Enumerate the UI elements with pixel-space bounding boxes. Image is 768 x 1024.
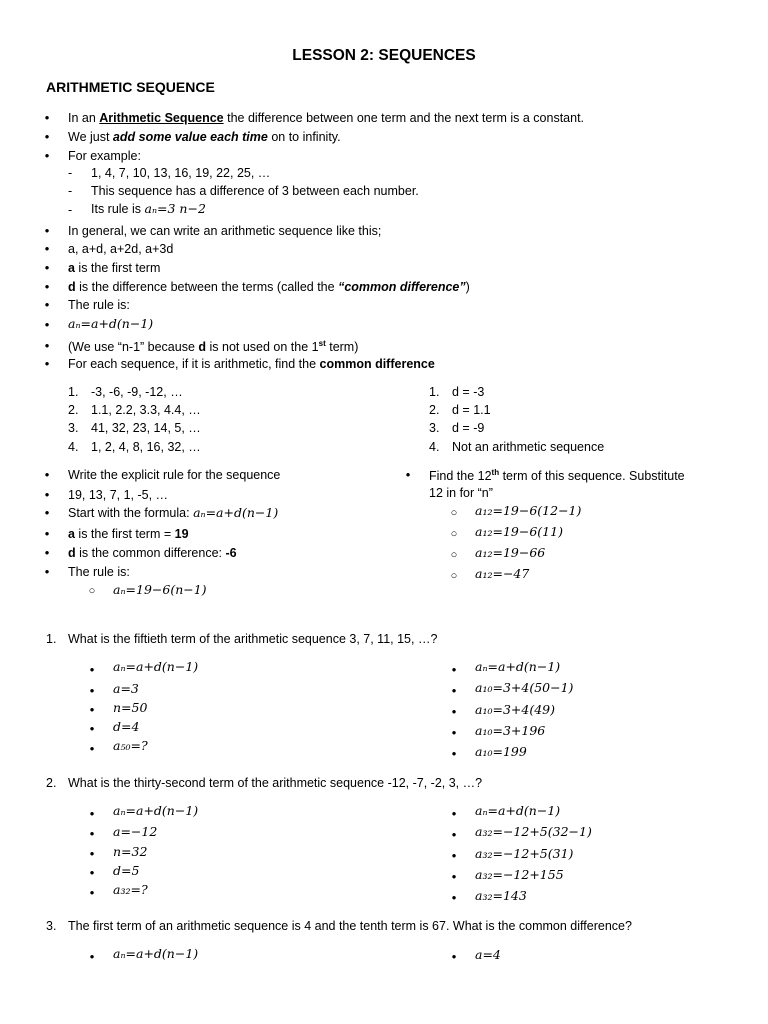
dash-marker: - <box>68 184 73 198</box>
bullet-icon <box>87 865 97 880</box>
bullet-icon <box>42 129 52 144</box>
list-item: For each sequence, if it is arithmetic, find the common difference <box>68 357 435 371</box>
formula: n=50 <box>113 700 148 715</box>
formula: aₙ=19−6(n−1) <box>113 582 207 597</box>
bullet-icon <box>87 846 97 861</box>
bullet-icon <box>449 890 459 905</box>
bullet-icon <box>42 148 52 163</box>
bullet-icon <box>87 721 97 736</box>
question-number: 1. <box>46 632 57 646</box>
list-item: 1, 4, 7, 10, 13, 16, 19, 22, 25, … <box>91 166 271 180</box>
list-item: In an Arithmetic Sequence the difference between one term and the next term is a constant. <box>68 111 585 125</box>
exercise-sequence: 41, 32, 23, 14, 5, … <box>91 421 201 435</box>
bullet-icon <box>403 467 413 482</box>
bullet-icon <box>449 949 459 964</box>
formula: a=4 <box>475 947 501 962</box>
circle-bullet-icon <box>449 528 459 540</box>
bullet-icon <box>42 297 52 312</box>
list-item: a, a+d, a+2d, a+3d <box>68 242 174 256</box>
exercise-answer: d = 1.1 <box>452 403 491 417</box>
bullet-icon <box>87 826 97 841</box>
dash-marker: - <box>68 166 73 180</box>
bullet-icon <box>42 545 52 560</box>
question-number: 2. <box>46 776 57 790</box>
list-item: We just add some value each time on to infinity. <box>68 130 341 144</box>
formula: aₙ=a+d(n−1) <box>475 803 561 818</box>
formula: d=4 <box>113 719 140 734</box>
formula: aₙ=a+d(n−1) <box>475 659 561 674</box>
bullet-icon <box>449 662 459 677</box>
formula: a₅₀=? <box>113 738 148 753</box>
question-text: What is the thirty-second term of the arithmetic sequence -12, -7, -2, 3, …? <box>68 776 483 790</box>
exercise-answer: d = -9 <box>452 421 485 435</box>
formula: a₁₂=19−66 <box>475 545 546 560</box>
list-item: The rule is: <box>68 298 130 312</box>
bullet-icon <box>42 356 52 371</box>
formula: a₃₂=−12+5(31) <box>475 846 574 861</box>
exercise-number: 2. <box>68 403 79 417</box>
formula: a₁₂=19−6(12−1) <box>475 503 582 518</box>
bullet-icon <box>449 869 459 884</box>
exercise-number: 3. <box>68 421 79 435</box>
formula: n=32 <box>113 844 148 859</box>
list-item: The rule is: <box>68 565 130 579</box>
answer-number: 1. <box>429 385 440 399</box>
list-item: a is the first term = 19 <box>68 527 189 541</box>
section-heading: ARITHMETIC SEQUENCE <box>46 79 215 95</box>
bullet-icon <box>87 885 97 900</box>
bullet-icon <box>87 741 97 756</box>
bullet-icon <box>449 704 459 719</box>
formula: a=−12 <box>113 824 158 839</box>
formula: a₃₂=143 <box>475 888 527 903</box>
bullet-icon <box>449 683 459 698</box>
bullet-icon <box>42 110 52 125</box>
list-item: 12 in for “n” <box>429 486 493 500</box>
exercise-number: 4. <box>68 440 79 454</box>
bullet-icon <box>87 702 97 717</box>
bullet-icon <box>449 848 459 863</box>
question-number: 3. <box>46 919 57 933</box>
question-text: What is the fiftieth term of the arithmetic sequence 3, 7, 11, 15, …? <box>68 632 438 646</box>
bullet-icon <box>42 526 52 541</box>
circle-bullet-icon <box>449 507 459 519</box>
formula: a₁₀=3+4(50−1) <box>475 680 574 695</box>
bullet-icon <box>42 317 52 332</box>
exercise-sequence: 1.1, 2.2, 3.3, 4.4, … <box>91 403 201 417</box>
dash-marker: - <box>68 203 73 217</box>
exercise-answer: Not an arithmetic sequence <box>452 440 605 454</box>
bullet-icon <box>87 949 97 964</box>
list-item: (We use “n-1” because d is not used on the 1st term) <box>68 339 359 355</box>
page-title: LESSON 2: SEQUENCES <box>292 47 476 64</box>
list-item: a is the first term <box>68 261 161 275</box>
bullet-icon <box>449 827 459 842</box>
formula: aₙ=a+d(n−1) <box>68 316 154 331</box>
list-item: Its rule is aₙ=3 n−2 <box>91 201 206 216</box>
formula: d=5 <box>113 863 140 878</box>
list-item: d is the difference between the terms (called the “common difference”) <box>68 280 470 294</box>
exercise-sequence: 1, 2, 4, 8, 16, 32, … <box>91 440 201 454</box>
formula: a=3 <box>113 681 139 696</box>
answer-number: 2. <box>429 403 440 417</box>
formula: a₁₀=199 <box>475 744 527 759</box>
bullet-icon <box>42 564 52 579</box>
bullet-icon <box>87 806 97 821</box>
formula: aₙ=a+d(n−1) <box>113 803 199 818</box>
list-item: In general, we can write an arithmetic sequence like this; <box>68 224 382 238</box>
circle-bullet-icon <box>87 585 97 597</box>
bullet-icon <box>42 505 52 520</box>
bullet-icon <box>42 260 52 275</box>
circle-bullet-icon <box>449 549 459 561</box>
formula: aₙ=a+d(n−1) <box>113 946 199 961</box>
list-item: Find the 12th term of this sequence. Substitute <box>429 468 685 484</box>
answer-number: 4. <box>429 440 440 454</box>
exercise-sequence: -3, -6, -9, -12, … <box>91 385 183 399</box>
bullet-icon <box>87 662 97 677</box>
bullet-icon <box>449 806 459 821</box>
list-item: This sequence has a difference of 3 between each number. <box>91 184 419 198</box>
formula: aₙ=a+d(n−1) <box>113 659 199 674</box>
formula: a₃₂=−12+155 <box>475 867 564 882</box>
formula: a₃₂=−12+5(32−1) <box>475 824 592 839</box>
list-item: Start with the formula: aₙ=a+d(n−1) <box>68 505 279 520</box>
bullet-icon <box>42 241 52 256</box>
formula: a₁₀=3+4(49) <box>475 702 555 717</box>
bullet-icon <box>42 279 52 294</box>
circle-bullet-icon <box>449 570 459 582</box>
bullet-icon <box>42 223 52 238</box>
bullet-icon <box>42 487 52 502</box>
formula: a₁₂=−47 <box>475 566 530 581</box>
bullet-icon <box>449 725 459 740</box>
exercise-number: 1. <box>68 385 79 399</box>
exercise-answer: d = -3 <box>452 385 485 399</box>
list-item: 19, 13, 7, 1, -5, … <box>68 488 169 502</box>
question-text: The first term of an arithmetic sequence is 4 and the tenth term is 67. What is the common difference? <box>68 919 632 933</box>
bullet-icon <box>87 683 97 698</box>
bullet-icon <box>42 467 52 482</box>
bullet-icon <box>449 746 459 761</box>
answer-number: 3. <box>429 421 440 435</box>
formula: a₁₂=19−6(11) <box>475 524 563 539</box>
bullet-icon <box>42 338 52 353</box>
formula: a₃₂=? <box>113 882 148 897</box>
list-item: Write the explicit rule for the sequence <box>68 468 281 482</box>
list-item: For example: <box>68 149 141 163</box>
formula: a₁₀=3+196 <box>475 723 546 738</box>
list-item: d is the common difference: -6 <box>68 546 237 560</box>
